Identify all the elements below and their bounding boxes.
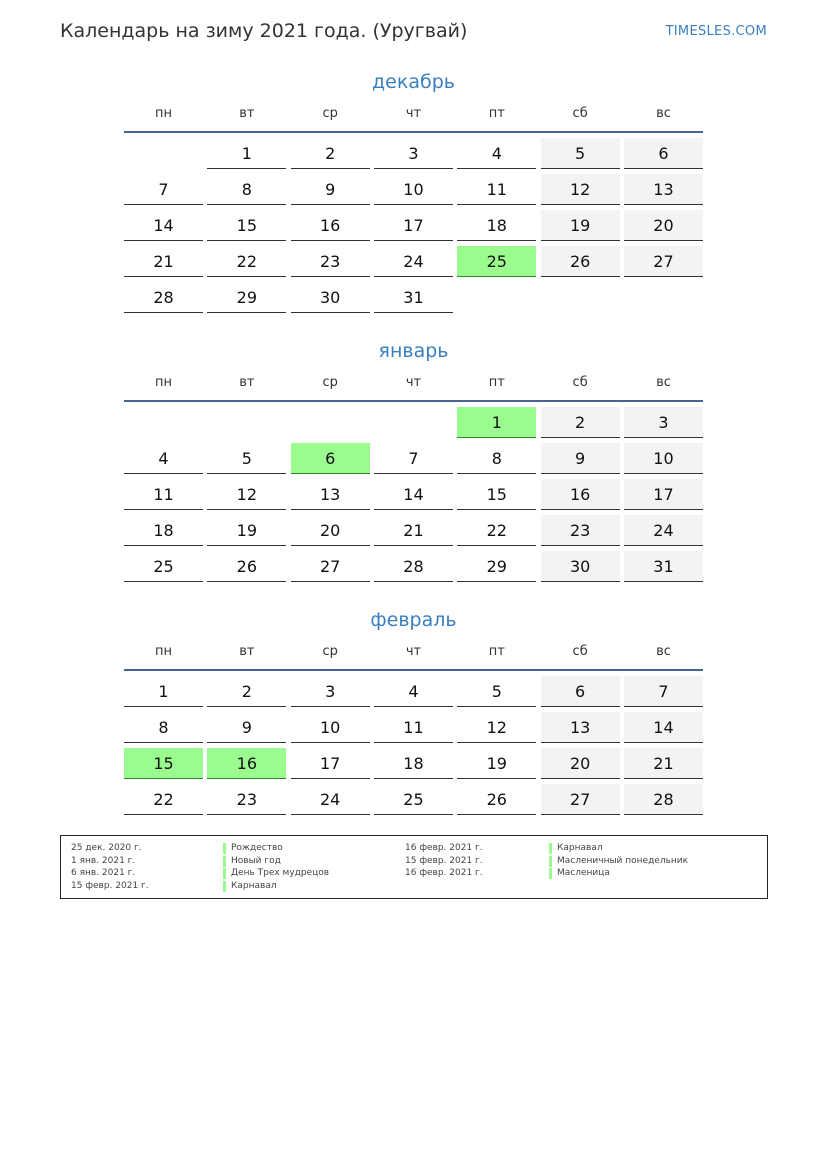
weekend-day-cell: 7 xyxy=(624,676,703,707)
day-cell: 29 xyxy=(207,282,286,313)
day-cell: 7 xyxy=(374,443,453,474)
legend-marker xyxy=(223,881,226,892)
week-row xyxy=(124,138,703,169)
day-cell: 20 xyxy=(291,515,370,546)
day-cell: 19 xyxy=(207,515,286,546)
weekday-label: сб xyxy=(572,106,588,121)
weekday-header xyxy=(124,640,703,664)
legend-date: 15 февр. 2021 г. xyxy=(405,855,483,866)
weekday-label: пт xyxy=(488,106,505,121)
day-cell: 5 xyxy=(207,443,286,474)
weekend-day-cell: 21 xyxy=(624,748,703,779)
day-cell: 12 xyxy=(207,479,286,510)
week-row xyxy=(124,676,703,707)
day-cell: 26 xyxy=(207,551,286,582)
month-block xyxy=(124,68,703,313)
day-cell: 24 xyxy=(374,246,453,277)
day-cell: 18 xyxy=(374,748,453,779)
legend-holiday-name: Масленичный понедельник xyxy=(557,855,689,866)
weekday-label: вт xyxy=(239,375,255,390)
day-cell: 18 xyxy=(457,210,536,241)
legend-date: 15 февр. 2021 г. xyxy=(71,880,149,891)
weekday-header xyxy=(124,371,703,395)
week-row xyxy=(124,748,703,779)
day-cell: 2 xyxy=(291,138,370,169)
empty-day-cell xyxy=(624,282,703,313)
legend-holiday-name: Новый год xyxy=(231,855,281,866)
weekend-day-cell: 20 xyxy=(624,210,703,241)
empty-day-cell xyxy=(541,282,620,313)
day-cell: 24 xyxy=(291,784,370,815)
week-row xyxy=(124,515,703,546)
day-cell: 4 xyxy=(374,676,453,707)
day-cell: 9 xyxy=(207,712,286,743)
day-cell: 29 xyxy=(457,551,536,582)
day-cell: 12 xyxy=(457,712,536,743)
weekend-day-cell: 9 xyxy=(541,443,620,474)
day-cell: 11 xyxy=(124,479,203,510)
weekday-label: вс xyxy=(656,644,671,659)
day-cell: 25 xyxy=(374,784,453,815)
weekend-day-cell: 24 xyxy=(624,515,703,546)
day-cell: 28 xyxy=(124,282,203,313)
weekend-day-cell: 23 xyxy=(541,515,620,546)
empty-day-cell xyxy=(124,407,203,438)
week-row xyxy=(124,784,703,815)
month-block xyxy=(124,606,703,815)
week-row xyxy=(124,551,703,582)
weekday-label: сб xyxy=(572,375,588,390)
weekend-day-cell: 16 xyxy=(541,479,620,510)
day-cell: 4 xyxy=(124,443,203,474)
day-cell: 25 xyxy=(124,551,203,582)
legend-holiday-name: Карнавал xyxy=(231,880,277,891)
day-cell: 9 xyxy=(291,174,370,205)
day-cell: 17 xyxy=(291,748,370,779)
holiday-day-cell: 15 xyxy=(124,748,203,779)
weekday-label: вс xyxy=(656,106,671,121)
empty-day-cell xyxy=(374,407,453,438)
day-cell: 11 xyxy=(457,174,536,205)
day-cell: 31 xyxy=(374,282,453,313)
weekend-day-cell: 2 xyxy=(541,407,620,438)
weekend-day-cell: 12 xyxy=(541,174,620,205)
day-cell: 3 xyxy=(374,138,453,169)
legend-date: 1 янв. 2021 г. xyxy=(71,855,136,866)
day-cell: 8 xyxy=(124,712,203,743)
week-row xyxy=(124,712,703,743)
day-cell: 11 xyxy=(374,712,453,743)
day-cell: 28 xyxy=(374,551,453,582)
day-cell: 14 xyxy=(124,210,203,241)
day-cell: 27 xyxy=(291,551,370,582)
month-name: февраль xyxy=(370,609,457,631)
day-cell: 23 xyxy=(291,246,370,277)
day-cell: 15 xyxy=(207,210,286,241)
site-link[interactable]: TIMESLES.COM xyxy=(665,24,767,39)
weekday-label: вт xyxy=(239,106,255,121)
day-cell: 10 xyxy=(374,174,453,205)
legend-date: 25 дек. 2020 г. xyxy=(71,843,142,853)
weekday-label: пт xyxy=(488,375,505,390)
holiday-legend xyxy=(60,835,768,899)
legend-holiday-name: Карнавал xyxy=(557,843,603,853)
day-cell: 30 xyxy=(291,282,370,313)
day-cell: 4 xyxy=(457,138,536,169)
weekday-label: пт xyxy=(488,644,505,659)
weekday-label: ср xyxy=(322,644,338,659)
week-row xyxy=(124,174,703,205)
weekday-label: сб xyxy=(572,644,588,659)
weekday-label: вт xyxy=(239,644,255,659)
day-cell: 14 xyxy=(374,479,453,510)
weekend-day-cell: 14 xyxy=(624,712,703,743)
legend-marker xyxy=(549,843,552,854)
weekday-label: чт xyxy=(405,644,422,659)
legend-holiday-name: День Трех мудрецов xyxy=(231,868,330,878)
weekday-label: пн xyxy=(155,375,172,390)
day-cell: 22 xyxy=(124,784,203,815)
weekend-day-cell: 3 xyxy=(624,407,703,438)
empty-day-cell xyxy=(291,407,370,438)
weekend-day-cell: 13 xyxy=(624,174,703,205)
week-row xyxy=(124,210,703,241)
day-cell: 5 xyxy=(457,676,536,707)
legend-holiday-name: Рождество xyxy=(231,843,283,853)
day-cell: 18 xyxy=(124,515,203,546)
weekday-label: ср xyxy=(322,106,338,121)
legend-marker xyxy=(549,868,552,879)
weekday-label: вс xyxy=(656,375,671,390)
day-cell: 1 xyxy=(124,676,203,707)
weekend-day-cell: 6 xyxy=(624,138,703,169)
empty-day-cell xyxy=(124,138,203,169)
weekday-header xyxy=(124,102,703,126)
legend-holiday-name: Масленица xyxy=(557,868,610,878)
month-name: январь xyxy=(378,340,449,362)
week-row xyxy=(124,407,703,438)
weekday-label: чт xyxy=(405,375,422,390)
header-divider xyxy=(124,400,703,402)
header-divider xyxy=(124,669,703,671)
day-cell: 17 xyxy=(374,210,453,241)
legend-date: 16 февр. 2021 г. xyxy=(405,843,483,853)
weekend-day-cell: 27 xyxy=(624,246,703,277)
weekend-day-cell: 10 xyxy=(624,443,703,474)
legend-marker xyxy=(549,856,552,867)
weekend-day-cell: 13 xyxy=(541,712,620,743)
legend-date: 6 янв. 2021 г. xyxy=(71,868,136,878)
day-cell: 1 xyxy=(207,138,286,169)
month-name: декабрь xyxy=(372,71,455,93)
day-cell: 21 xyxy=(124,246,203,277)
week-row xyxy=(124,479,703,510)
weekend-day-cell: 30 xyxy=(541,551,620,582)
weekend-day-cell: 5 xyxy=(541,138,620,169)
weekend-day-cell: 27 xyxy=(541,784,620,815)
weekday-label: ср xyxy=(322,375,338,390)
legend-marker xyxy=(223,856,226,867)
week-row xyxy=(124,246,703,277)
weekend-day-cell: 17 xyxy=(624,479,703,510)
day-cell: 21 xyxy=(374,515,453,546)
legend-date: 16 февр. 2021 г. xyxy=(405,868,483,878)
day-cell: 8 xyxy=(207,174,286,205)
day-cell: 15 xyxy=(457,479,536,510)
holiday-day-cell: 25 xyxy=(457,246,536,277)
holiday-day-cell: 1 xyxy=(457,407,536,438)
day-cell: 19 xyxy=(457,748,536,779)
day-cell: 8 xyxy=(457,443,536,474)
weekend-day-cell: 20 xyxy=(541,748,620,779)
header-divider xyxy=(124,131,703,133)
weekday-label: пн xyxy=(155,644,172,659)
empty-day-cell xyxy=(457,282,536,313)
day-cell: 22 xyxy=(207,246,286,277)
weekday-label: пн xyxy=(155,106,172,121)
day-cell: 3 xyxy=(291,676,370,707)
weekend-day-cell: 6 xyxy=(541,676,620,707)
day-cell: 2 xyxy=(207,676,286,707)
week-row xyxy=(124,443,703,474)
page-title: Календарь на зиму 2021 года. (Уругвай) xyxy=(60,20,468,42)
day-cell: 23 xyxy=(207,784,286,815)
empty-day-cell xyxy=(207,407,286,438)
day-cell: 7 xyxy=(124,174,203,205)
legend-marker xyxy=(223,843,226,854)
month-block xyxy=(124,337,703,582)
holiday-day-cell: 16 xyxy=(207,748,286,779)
week-row xyxy=(124,282,703,313)
weekday-label: чт xyxy=(405,106,422,121)
weekend-day-cell: 19 xyxy=(541,210,620,241)
weekend-day-cell: 28 xyxy=(624,784,703,815)
day-cell: 16 xyxy=(291,210,370,241)
weekend-day-cell: 26 xyxy=(541,246,620,277)
weekend-day-cell: 31 xyxy=(624,551,703,582)
day-cell: 26 xyxy=(457,784,536,815)
holiday-day-cell: 6 xyxy=(291,443,370,474)
day-cell: 22 xyxy=(457,515,536,546)
day-cell: 10 xyxy=(291,712,370,743)
day-cell: 13 xyxy=(291,479,370,510)
legend-marker xyxy=(223,868,226,879)
